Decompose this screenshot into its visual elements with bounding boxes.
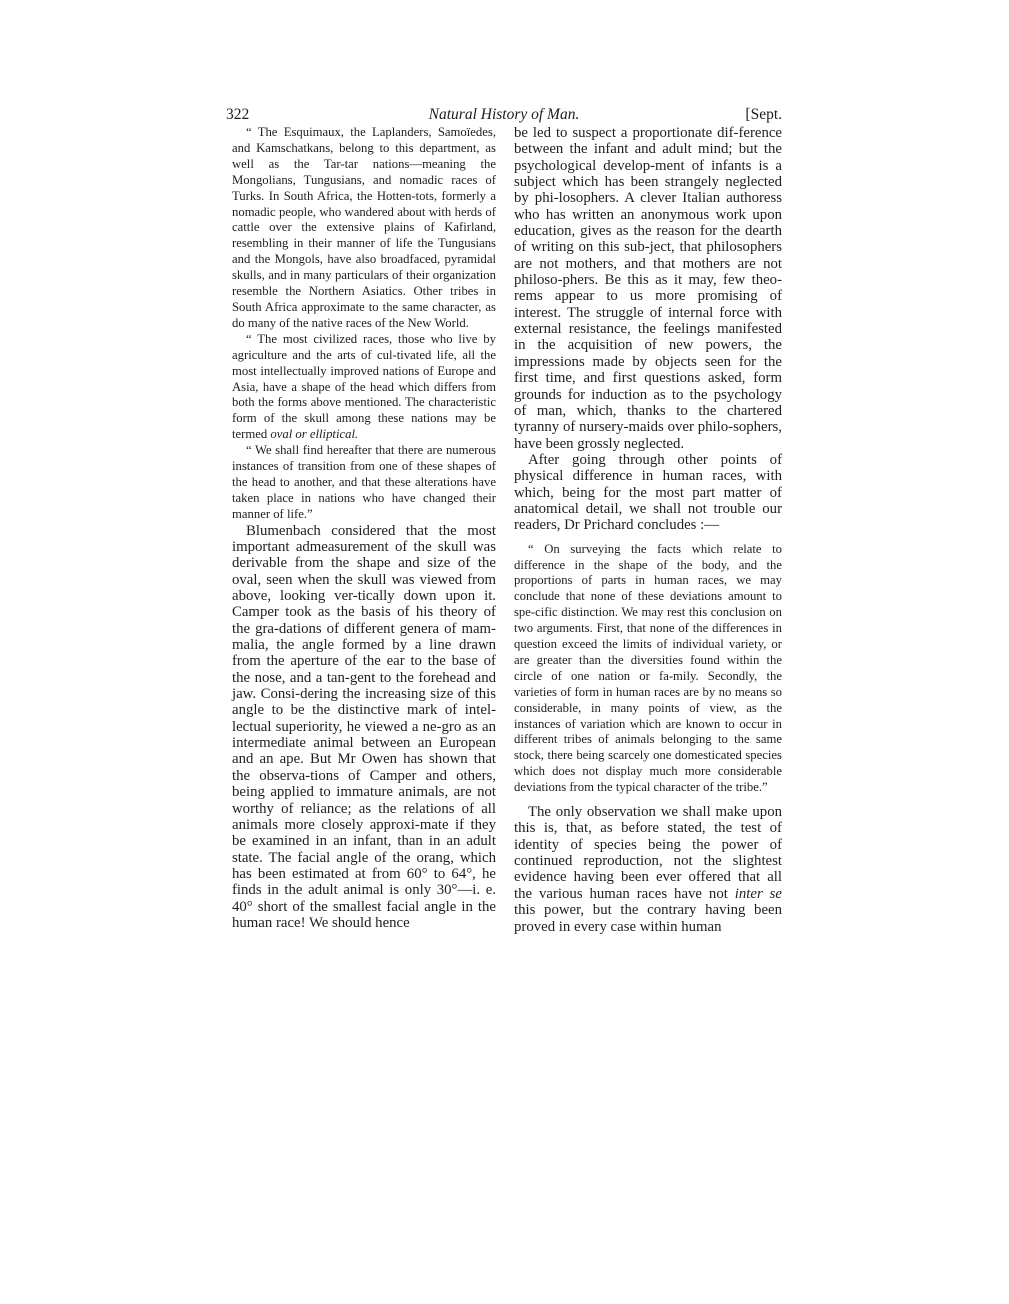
spacer: [514, 534, 782, 542]
body-paragraph: be led to suspect a proportionate dif-ference between the infant and adult mind; but the psychological develop-ment of infants is a subject which has been strangely neglected by phi-losophers. A clever Italian authoress who has written an anonymous work upon education, gives as the reason for the dearth of writing on this sub-ject, that philosophers are not mothers, and that mothers are not philoso-phers. Be this as it may, few theo-rems appear to us more promising of interest. The struggle of internal force with external resistance, the feelings manifested in the acquisition of new powers, the impressions made by objects seen for the first time, and first questions asked, form grounds for induction as to the psychology of man, which, thanks to the chartered tyranny of nursery-maids over philo-sophers, have been grossly neglected.: [514, 125, 782, 452]
quote-paragraph: “ On surveying the facts which relate to difference in the shape of the body, and the proportions of parts in human races, we may conclude that none of these deviations amount to spe-cific distinction. We may rest this conclusion on two arguments. First, that none of the differences in question exceed the limits of individual variety, or are greater than the diversities found within the circle of one nation or fa-mily. Secondly, the varieties of form in human races are by no means so considerable, in many points of view, as the instances of variation which are known to occur in different tribes of animals belonging to the same stock, there being scarcely one domesticated species which does not display much more considerable deviations from the typical character of the tribe.”: [514, 541, 782, 795]
quote-paragraph: “ We shall find hereafter that there are numerous instances of transition from one of these shapes of the head to another, and that these alterations have taken place in nations who have changed their manner of life.”: [232, 443, 496, 521]
spacer: [514, 796, 782, 804]
page-number: 322: [226, 106, 250, 123]
right-column: [514, 125, 782, 935]
month-label: [Sept.: [745, 106, 782, 123]
quote-text: “ The most civilized races, those who live by agriculture and the arts of cul-tivated life, all the most intellectually improved nations of Europe and Asia, have a shape of the head which differs from both the forms above mentioned. The characteristic form of the skull among these nations may be termed: [232, 331, 496, 442]
running-header: [226, 106, 782, 126]
body-paragraph: Blumenbach considered that the most important admeasurement of the skull was derivable from the shape and size of the oval, seen when the skull was viewed from above, looking ver-tically down upon it. Camper took as the basis of his theory of the gra-dations of different genera of mam-malia, the angle formed by a line drawn from the aperture of the ear to the base of the nose, and a tan-gent to the forehead and jaw. Consi-dering the increasing size of this angle to be the distinctive mark of intel-lectual superiority, he viewed a ne-gro as an intermediate animal between an European and an ape. But Mr Owen has shown that the observa-tions of Camper and others, being applied to immature animals, are not worthy of reliance; as the relations of all animals more closely approxi-mate if they be examined in an infant, than in an adult state. The facial angle of the orang, which has been estimated at from 60° to 64°, he finds in the adult animal is only 30°—i. e. 40° short of the smallest facial angle in the human race! We should hence: [232, 522, 496, 931]
running-title: Natural History of Man.: [428, 106, 580, 123]
italic-term: oval or elliptical.: [270, 427, 359, 442]
body-text: this power, but the contrary having been proved in every case within human: [514, 902, 782, 935]
body-paragraph: After going through other points of physical difference in human races, with which, being for the most part matter of anatomical detail, we shall not trouble our readers, Dr Prichard concludes :—: [514, 451, 782, 534]
left-column: [232, 125, 496, 931]
italic-term: inter se: [734, 885, 782, 902]
body-paragraph: [514, 804, 782, 935]
quote-paragraph: “ The Esquimaux, the Laplanders, Samoïedes, and Kamschatkans, belong to this department, as well as the Tar-tar nations—meaning the Mongolians, Tungusians, and nomadic races of Turks. In South Africa, the Hotten-tots, formerly a nomadic people, who wandered about with herds of cattle over the extensive plains of Kafirland, resembling in their manner of life the Tungusians and the Mongols, have also broadfaced, pyramidal skulls, and in many particulars of their organization resemble the Northern Asiatics. Other tribes in South Africa approximate to the same character, as do many of the native races of the New World.: [232, 125, 496, 330]
quote-paragraph: [232, 332, 496, 443]
body-text: The only observation we shall make upon this is, that, as before stated, the test of identity of species being the power of continued reproduction, not the slightest evidence having been ever offered that all the various human races have not: [514, 804, 782, 902]
